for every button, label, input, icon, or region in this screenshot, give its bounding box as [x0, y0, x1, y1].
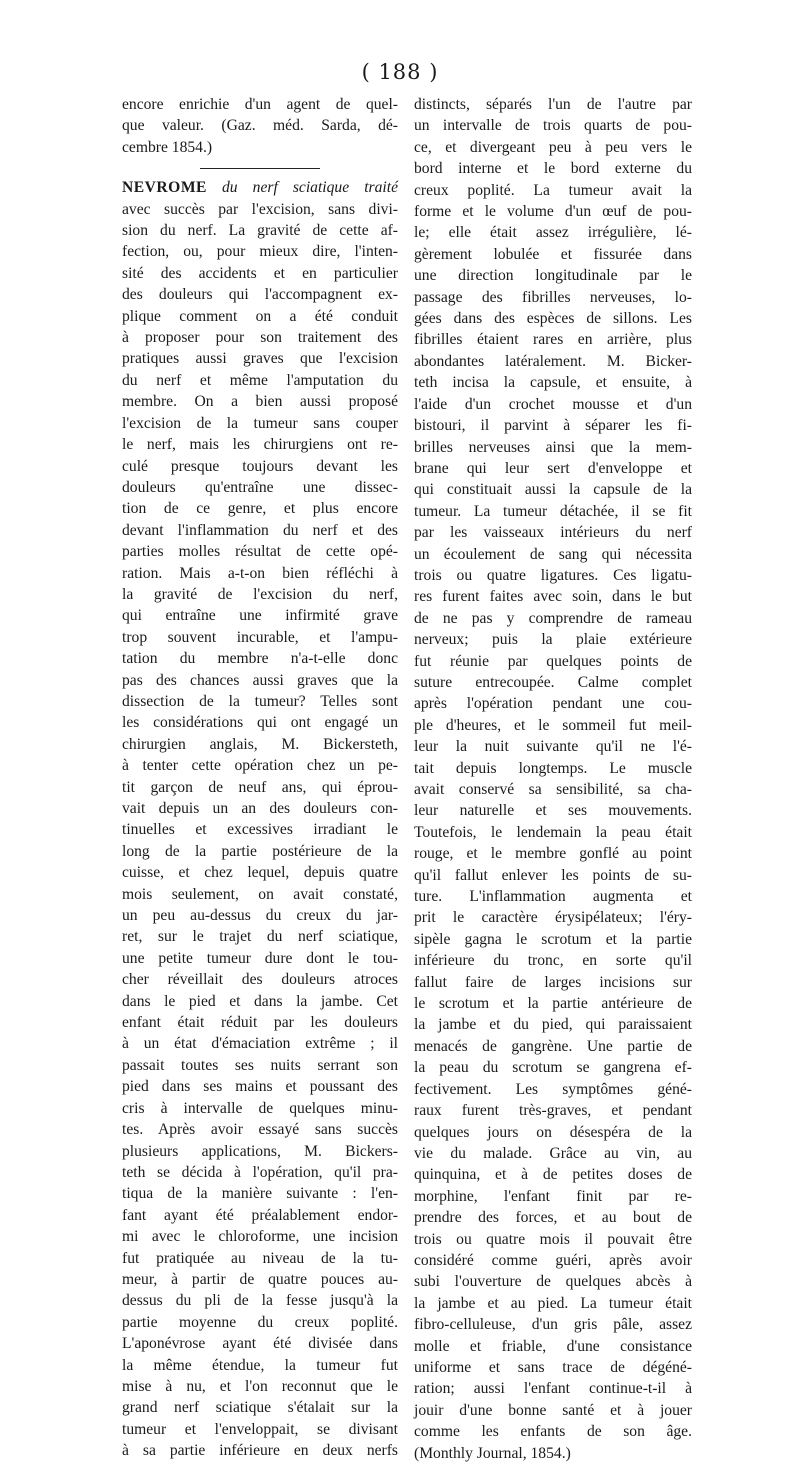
text-line: un intervalle de trois quarts de pou-	[414, 117, 692, 135]
text-line: ce, et divergeant peu à peu vers le	[414, 138, 692, 156]
text-line: la jambe et du pied, qui paraissaient	[414, 1016, 692, 1034]
text-line: tit garçon de neuf ans, qui éprou-	[122, 778, 398, 796]
text-line: cuisse, et chez lequel, depuis quatre	[122, 864, 398, 882]
text-line: mise à nu, et l'on reconnut que le	[122, 1377, 398, 1395]
text-line: la peau du scrotum se gangrena ef-	[414, 1059, 692, 1077]
text-line: qu'il fallut enlever les points de su-	[414, 866, 692, 884]
text-line: trop souvent incurable, et l'ampu-	[122, 628, 398, 646]
text-line: la jambe et au pied. La tumeur était	[414, 1294, 692, 1312]
text-line: tait depuis longtemps. Le muscle	[414, 759, 692, 777]
text-line: trois ou quatre mois il pouvait être	[414, 1230, 692, 1248]
text-line: gèrement lobulée et fissurée dans	[414, 245, 692, 263]
text-line: leur naturelle et ses mouvements.	[414, 802, 692, 820]
text-line: la gravité de l'excision du nerf,	[122, 585, 398, 603]
text-line: fut réunie par quelques points de	[414, 652, 692, 670]
text-line: morphine, l'enfant finit par re-	[414, 1187, 692, 1205]
text-line: nerveux; puis la plaie extérieure	[414, 631, 692, 649]
text-line: distincts, séparés l'un de l'autre par	[414, 96, 692, 113]
text-line: le; elle était assez irrégulière, lé-	[414, 224, 692, 242]
text-line: prit le caractère érysipélateux; l'éry-	[414, 909, 692, 927]
text-line: bistouri, il parvint à séparer les fi-	[414, 417, 692, 435]
text-line: les considérations qui ont engagé un	[122, 714, 398, 732]
text-line: tumeur. La tumeur détachée, il se fit	[414, 502, 692, 520]
text-line: raux furent très-graves, et pendant	[414, 1102, 692, 1120]
text-line: tes. Après avoir essayé sans succès	[122, 1121, 398, 1139]
text-line: ration. Mais a-t-on bien réfléchi à	[122, 564, 398, 582]
text-line: qui constituait aussi la capsule de la	[414, 481, 692, 499]
text-line: à tenter cette opération chez un pe-	[122, 757, 398, 775]
text-line: fibro-celluleuse, d'un gris pâle, assez	[414, 1316, 692, 1334]
text-line: membre. On a bien aussi proposé	[122, 393, 398, 411]
text-line: une direction longitudinale par le	[414, 267, 692, 285]
text-line: le scrotum et la partie antérieure de	[414, 995, 692, 1013]
text-line: tion de ce genre, et plus encore	[122, 500, 398, 518]
text-line: meur, à partir de quatre pouces au-	[122, 1270, 398, 1288]
text-line: cembre 1854.)	[122, 138, 213, 156]
text-line: sion du nerf. La gravité de cette af-	[122, 222, 398, 240]
text-line: passage des fibrilles nerveuses, lo-	[414, 288, 692, 306]
text-line: cher réveillait des douleurs atroces	[122, 971, 398, 989]
text-line: enfant était réduit par les douleurs	[122, 1014, 398, 1032]
text-line: un écoulement de sang qui nécessita	[414, 545, 692, 563]
text-line: Toutefois, le lendemain la peau était	[414, 823, 692, 841]
text-line: tinuelles et excessives irradiant le	[122, 821, 398, 839]
text-line: leur la nuit suivante qu'il ne l'é-	[414, 738, 692, 756]
text-line: fant ayant été préalablement endor-	[122, 1206, 398, 1224]
text-line: brilles nerveuses ainsi que la mem-	[414, 438, 692, 456]
text-line: sipèle gagna le scrotum et la partie	[414, 930, 692, 948]
text-line: plique comment on a été conduit	[122, 307, 398, 325]
text-line	[122, 177, 398, 198]
text-line: à proposer pour son traitement des	[122, 329, 398, 347]
text-line: uniforme et sans trace de dégéné-	[414, 1358, 692, 1376]
text-line: après l'opération pendant une cou-	[414, 695, 692, 713]
text-line: douleurs qu'entraîne une dissec-	[122, 478, 398, 496]
text-line: la même étendue, la tumeur fut	[122, 1356, 398, 1374]
page-number: ( 188 )	[361, 60, 439, 84]
text-line: inférieure du tronc, en sorte qu'il	[414, 952, 692, 970]
text-line: le nerf, mais les chirurgiens ont re-	[122, 436, 398, 454]
text-line: du nerf et même l'amputation du	[122, 371, 398, 389]
text-line: que valeur. (Gaz. méd. Sarda, dé-	[122, 117, 398, 135]
text-line: abondantes latéralement. M. Bicker-	[414, 352, 692, 370]
text-line: creux poplité. La tumeur avait la	[414, 181, 692, 199]
text-line: dessus du pli de la fesse jusqu'à la	[122, 1292, 398, 1310]
text-line: une petite tumeur dure dont le tou-	[122, 949, 398, 967]
text-line: bord interne et le bord externe du	[414, 160, 692, 178]
article-paragraph	[122, 177, 398, 1461]
text-line: ration; aussi l'enfant continue-t-il à	[414, 1380, 692, 1398]
text-line: pied dans ses mains et poussant des	[122, 1078, 398, 1096]
text-line: dans le pied et dans la jambe. Cet	[122, 992, 398, 1010]
text-line: tumeur et l'enveloppait, se divisant	[122, 1420, 398, 1438]
text-line: fibrilles étaient rares en arrière, plus	[414, 331, 692, 349]
text-line: prendre des forces, et au bout de	[414, 1209, 692, 1227]
text-line: l'excision de la tumeur sans couper	[122, 414, 398, 432]
text-line: plusieurs applications, M. Bickers-	[122, 1142, 398, 1160]
text-line: encore enrichie d'un agent de quel-	[122, 96, 398, 113]
text-line: considéré comme guéri, après avoir	[414, 1251, 692, 1269]
text-line: avec succès par l'excision, sans divi-	[122, 200, 398, 218]
text-line: ture. L'inflammation augmenta et	[414, 888, 692, 906]
text-line: de ne pas y comprendre de rameau	[414, 609, 692, 627]
text-line: ret, sur le trajet du nerf sciatique,	[122, 928, 398, 946]
text-line: culé presque toujours devant les	[122, 457, 398, 475]
text-line: partie moyenne du creux poplité.	[122, 1313, 398, 1331]
text-line: teth se décida à l'opération, qu'il pra-	[122, 1163, 398, 1181]
text-line: fection, ou, pour mieux dire, l'inten-	[122, 243, 398, 261]
text-line: quelques jours on désespéra de la	[414, 1123, 692, 1141]
text-line: cris à intervalle de quelques minu-	[122, 1099, 398, 1117]
text-line: molle et friable, d'une consistance	[414, 1337, 692, 1355]
text-line: à un état d'émaciation extrême ; il	[122, 1035, 398, 1053]
text-line: un peu au-dessus du creux du jar-	[122, 907, 398, 925]
text-line: mois seulement, on avait constaté,	[122, 885, 398, 903]
text-line: tiqua de la manière suivante : l'en-	[122, 1185, 398, 1203]
text-line: dissection de la tumeur? Telles sont	[122, 692, 398, 710]
text-line: des douleurs qui l'accompagnent ex-	[122, 286, 398, 304]
text-line: brane qui leur sert d'enveloppe et	[414, 459, 692, 477]
text-line: avait conservé sa sensibilité, sa cha-	[414, 781, 692, 798]
text-line: parties molles résultat de cette opé-	[122, 543, 398, 561]
text-line: chirurgien anglais, M. Bickersteth,	[122, 735, 398, 753]
text-line: res furent faites avec soin, dans le but	[414, 588, 692, 606]
text-line: forme et le volume d'un œuf de pou-	[414, 203, 692, 221]
text-line: tation du membre n'a-t-elle donc	[122, 650, 398, 668]
text-line: fut pratiquée au niveau de la tu-	[122, 1249, 398, 1267]
text-line: jouir d'une bonne santé et à jouer	[414, 1401, 692, 1419]
article-title-rest: du nerf sciatique traité	[206, 179, 398, 197]
text-line: trois ou quatre ligatures. Ces ligatu-	[414, 566, 692, 584]
text-line: sité des accidents et en particulier	[122, 264, 398, 282]
text-line: pas des chances aussi graves que la	[122, 671, 398, 689]
text-line: menacés de gangrène. Une partie de	[414, 1037, 692, 1055]
text-line: l'aide d'un crochet mousse et d'un	[414, 395, 692, 413]
text-line: comme les enfants de son âge.	[414, 1423, 692, 1441]
text-line: gées dans des espèces de sillons. Les	[414, 310, 692, 328]
left-column	[122, 94, 398, 1462]
text-line: vie du malade. Grâce au vin, au	[414, 1144, 692, 1162]
text-line: vait depuis un an des douleurs con-	[122, 800, 398, 817]
text-line: teth incisa la capsule, et ensuite, à	[414, 374, 692, 392]
right-column	[414, 94, 692, 1464]
text-line: L'aponévrose ayant été divisée dans	[122, 1335, 398, 1353]
text-line: pratiques aussi graves que l'excision	[122, 350, 398, 368]
text-line: quinquina, et à de petites doses de	[414, 1166, 692, 1184]
intro-paragraph	[122, 94, 398, 158]
text-line: suture entrecoupée. Calme complet	[414, 673, 692, 691]
text-line: (Monthly Journal, 1854.)	[414, 1444, 571, 1462]
text-line: devant l'inflammation du nerf et des	[122, 521, 398, 539]
text-line: par les vaisseaux intérieurs du nerf	[414, 524, 692, 542]
text-line: ple d'heures, et le sommeil fut meil-	[414, 716, 692, 734]
text-line: grand nerf sciatique s'étalait sur la	[122, 1399, 398, 1417]
article-paragraph-continued	[414, 94, 692, 1464]
text-line: long de la partie postérieure de la	[122, 842, 398, 860]
text-line: mi avec le chloroforme, une incision	[122, 1228, 398, 1246]
text-line: passait toutes ses nuits serrant son	[122, 1056, 398, 1074]
text-line: à sa partie inférieure en deux nerfs	[122, 1442, 398, 1460]
text-line: fectivement. Les symptômes géné-	[414, 1080, 692, 1098]
text-line: subi l'ouverture de quelques abcès à	[414, 1273, 692, 1291]
section-divider	[200, 168, 320, 169]
text-line: fallut faire de larges incisions sur	[414, 973, 692, 991]
text-line: rouge, et le membre gonflé au point	[414, 845, 692, 863]
text-line: qui entraîne une infirmité grave	[122, 607, 398, 625]
article-title-keyword: NEVROME	[122, 179, 207, 197]
